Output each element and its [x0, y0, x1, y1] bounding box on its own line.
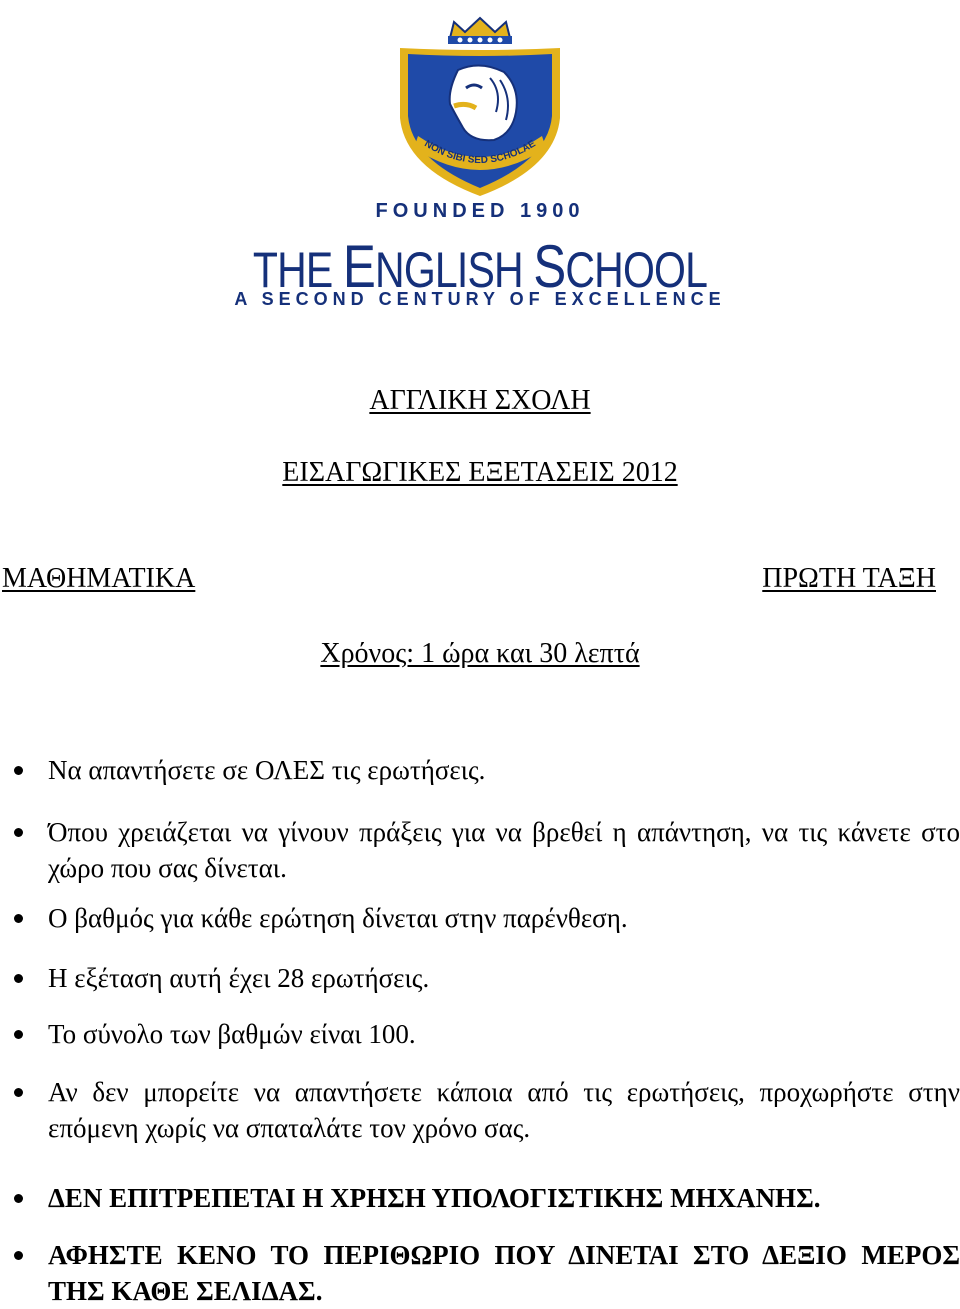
bullet-icon — [14, 1251, 23, 1260]
school-name-e: E — [343, 233, 376, 300]
instruction-item: Η εξέταση αυτή έχει 28 ερωτήσεις. — [48, 960, 960, 996]
bullet-icon — [14, 1194, 23, 1203]
crown-icon — [448, 18, 512, 44]
instruction-item: Όπου χρειάζεται να γίνουν πράξεις για να βρεθεί η απάντηση, να τις κάνετε στο χώρο που σας δίνεται. — [48, 814, 960, 886]
time-allowed: Χρόνος: 1 ώρα και 30 λεπτά — [320, 638, 640, 669]
motto-text: NON SIBI SED SCHOLAE — [422, 138, 538, 167]
school-name-s: S — [533, 233, 566, 300]
school-name-chool: CHOOL — [565, 242, 708, 298]
school-crest-logo — [370, 8, 590, 198]
bullet-icon — [14, 914, 23, 923]
founded-year: FOUNDED 1900 — [375, 200, 585, 222]
subject-label: ΜΑΘΗΜΑΤΙΚΑ — [2, 563, 196, 594]
school-tagline: A SECOND CENTURY OF EXCELLENCE — [234, 289, 726, 309]
bullet-icon — [14, 1030, 23, 1039]
bullet-icon — [14, 1088, 23, 1097]
bullet-icon — [14, 828, 23, 837]
instruction-item-bold: ΔΕΝ ΕΠΙΤΡΕΠΕΤΑΙ Η ΧΡΗΣΗ ΥΠΟΛΟΓΙΣΤΙΚΗΣ ΜΗΧΑΝΗΣ. — [48, 1180, 960, 1216]
class-label: ΠΡΩΤΗ ΤΑΞΗ — [762, 563, 936, 594]
school-name-nglish: NGLISH — [375, 242, 534, 298]
instruction-item: Να απαντήσετε σε ΟΛΕΣ τις ερωτήσεις. — [48, 752, 960, 788]
school-name-the: THE — [252, 242, 344, 298]
exam-title: ΕΙΣΑΓΩΓΙΚΕΣ ΕΞΕΤΑΣΕΙΣ 2012 — [282, 457, 678, 488]
bullet-icon — [14, 766, 23, 775]
instruction-item: Αν δεν μπορείτε να απαντήσετε κάποια από τις ερωτήσεις, προχωρήστε στην επόμενη χωρίς να σπαταλάτε τον χρόνο σας. — [48, 1074, 960, 1146]
instruction-item: Το σύνολο των βαθμών είναι 100. — [48, 1016, 960, 1052]
instruction-item: Ο βαθμός για κάθε ερώτηση δίνεται στην παρένθεση. — [48, 900, 960, 936]
document-title: ΑΓΓΛΙΚΗ ΣΧΟΛΗ — [369, 385, 591, 416]
instruction-item-bold: ΑΦΗΣΤΕ ΚΕΝΟ ΤΟ ΠΕΡΙΘΩΡΙΟ ΠΟΥ ΔΙΝΕΤΑΙ ΣΤΟ ΔΕΞΙΟ ΜΕΡΟΣ ΤΗΣ ΚΑΘΕ ΣΕΛΙΔΑΣ. — [48, 1237, 960, 1309]
bullet-icon — [14, 974, 23, 983]
